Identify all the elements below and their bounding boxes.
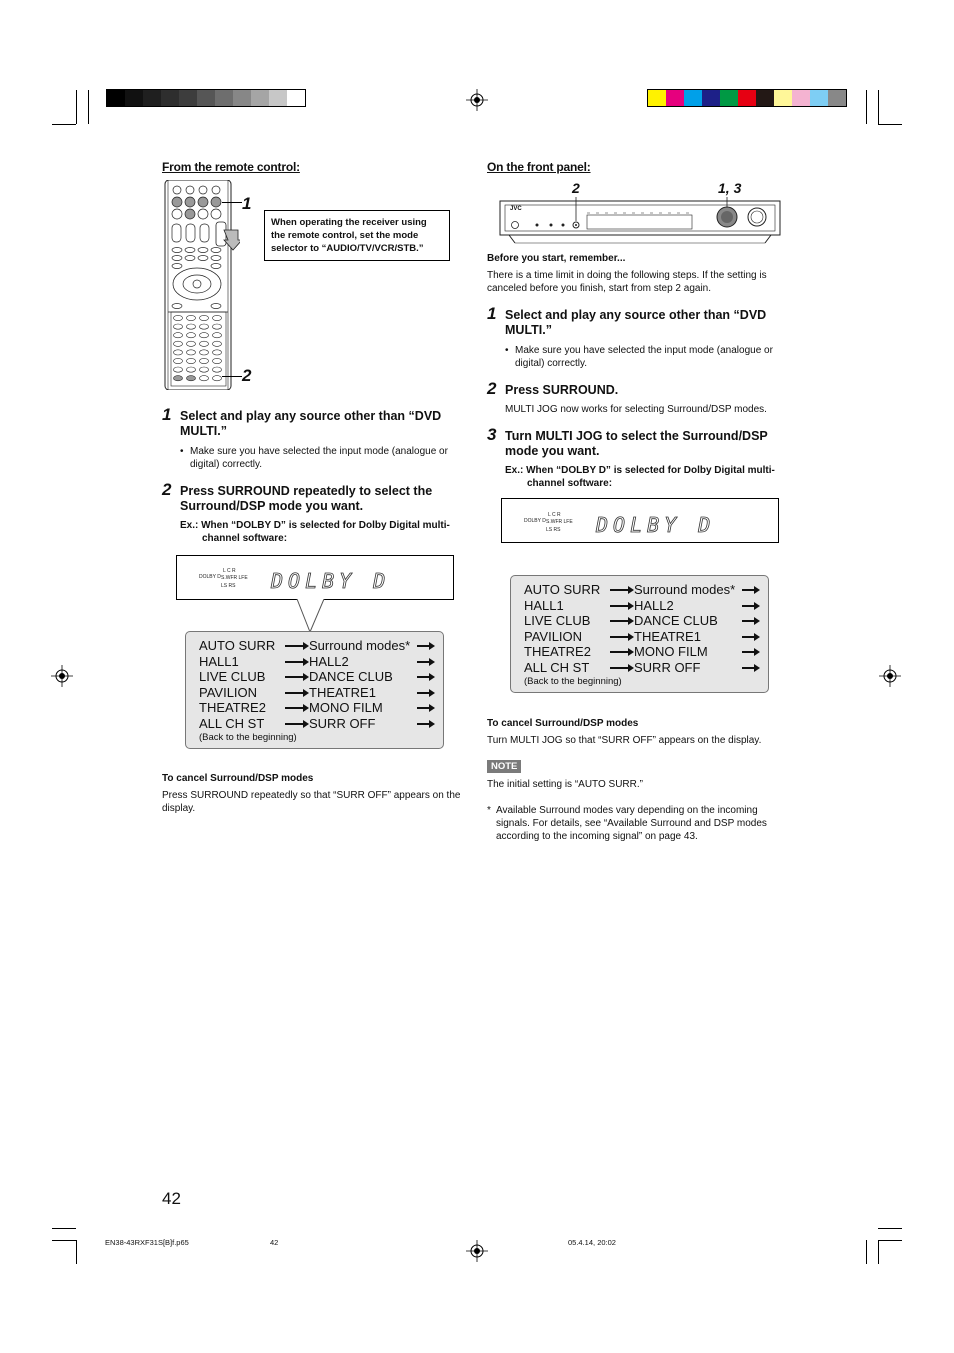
crop-mark [878, 124, 902, 125]
arrow-right-icon [742, 620, 756, 622]
registration-mark-icon [466, 1240, 488, 1262]
step-1-number: 1 [162, 405, 172, 424]
note-text: The initial setting is “AUTO SURR.” [487, 779, 643, 790]
mode-row [524, 629, 764, 645]
color-swatch [720, 90, 738, 106]
step-1-text: Select and play any source other than “DVD MULTI.” [505, 308, 767, 337]
section-title-remote: From the remote control: [162, 160, 300, 174]
mode-name: DANCE CLUB [634, 613, 718, 629]
crop-mark [76, 1240, 77, 1264]
mode-name: LIVE CLUB [524, 613, 591, 629]
color-swatch [269, 90, 287, 106]
mode-row [199, 669, 439, 685]
mode-name: LIVE CLUB [199, 669, 266, 685]
footnote-mark: * [487, 805, 491, 816]
crop-mark [52, 1228, 76, 1229]
mode-name: THEATRE2 [524, 644, 591, 660]
channel-indicator-top: L C R [548, 512, 561, 518]
arrow-right-icon [417, 645, 431, 647]
mode-name: SURR OFF [634, 660, 701, 675]
color-swatch [143, 90, 161, 106]
back-note: (Back to the beginning) [199, 732, 297, 743]
before-title: Before you start, remember... [487, 253, 626, 264]
arrow-right-icon [285, 661, 305, 663]
callout-1-3: 1, 3 [718, 180, 742, 196]
step-1-number: 1 [487, 304, 497, 323]
channel-indicator-top: L C R [223, 568, 236, 574]
mode-row [199, 685, 439, 701]
arrow-right-icon [610, 589, 630, 591]
mode-name: MONO FILM [309, 700, 383, 716]
display-pointer [296, 599, 326, 633]
display-text: DOLBY D [271, 569, 391, 593]
crop-mark [878, 1228, 902, 1229]
cancel-text: Turn MULTI JOG so that “SURR OFF” appears on the display. [487, 735, 762, 746]
crop-mark [88, 90, 89, 124]
mode-name: ALL CH ST [524, 660, 590, 675]
remote-control-icon [160, 180, 240, 390]
mode-name: ALL CH ST [199, 716, 265, 731]
mode-name: THEATRE1 [309, 684, 376, 700]
crop-mark [878, 1240, 879, 1264]
color-swatch [179, 90, 197, 106]
display-window [176, 555, 454, 600]
arrow-right-icon [285, 676, 305, 678]
arrow-right-icon [742, 589, 756, 591]
mode-row [524, 644, 764, 660]
grayscale-bars [106, 89, 306, 107]
crop-mark [76, 90, 77, 124]
arrow-right-icon [742, 605, 756, 607]
arrow-right-icon [417, 723, 431, 725]
step-2-number: 2 [487, 379, 497, 398]
footer-file: EN38-43RXF31S[B]f.p65 [105, 1238, 189, 1247]
arrow-right-icon [417, 676, 431, 678]
crop-mark [866, 1240, 867, 1264]
color-swatch [251, 90, 269, 106]
registration-mark-icon [879, 665, 901, 687]
color-swatch [197, 90, 215, 106]
crop-mark [866, 90, 867, 124]
cancel-title: To cancel Surround/DSP modes [487, 718, 639, 729]
color-swatch [215, 90, 233, 106]
step-1-bullet: • Make sure you have selected the input mode (analogue or digital) correctly. [180, 445, 465, 471]
color-swatch [684, 90, 702, 106]
mode-name: AUTO SURR [199, 638, 276, 653]
step-1-bullet: • Make sure you have selected the input mode (analogue or digital) correctly. [505, 344, 795, 370]
mode-row [524, 598, 764, 614]
footer-date: 05.4.14, 20:02 [568, 1238, 616, 1247]
page-number: 42 [162, 1189, 181, 1208]
mode-name: HALL2 [634, 597, 674, 613]
color-swatch [810, 90, 828, 106]
color-swatch [738, 90, 756, 106]
mode-name: Surround modes* [309, 638, 411, 653]
mode-name: AUTO SURR [524, 582, 601, 597]
jvc-logo: JVC [510, 206, 522, 212]
leader-line [222, 202, 242, 203]
color-swatch [666, 90, 684, 106]
mode-name: HALL1 [199, 653, 239, 669]
mode-name: THEATRE2 [199, 700, 266, 716]
channel-indicator-bottom: LS RS [546, 527, 561, 533]
channel-indicator-mid: S.WFR LFE [546, 519, 573, 525]
color-swatch [125, 90, 143, 106]
color-swatch [702, 90, 720, 106]
arrow-right-icon [417, 692, 431, 694]
channel-indicator-bottom: LS RS [221, 583, 236, 589]
cancel-title: To cancel Surround/DSP modes [162, 773, 314, 784]
step-2-number: 2 [162, 480, 172, 499]
arrow-right-icon [417, 661, 431, 663]
mode-row [524, 582, 764, 598]
mode-row [524, 660, 764, 676]
arrow-right-icon [742, 651, 756, 653]
channel-indicator-mid: S.WFR LFE [221, 575, 248, 581]
front-panel-icon [499, 193, 781, 245]
mode-row [199, 638, 439, 654]
color-swatch [792, 90, 810, 106]
section-title-front-panel: On the front panel: [487, 160, 591, 174]
surround-mode-sequence [185, 631, 444, 749]
arrow-right-icon [285, 723, 305, 725]
color-swatch [233, 90, 251, 106]
arrow-right-icon [742, 636, 756, 638]
arrow-right-icon [285, 707, 305, 709]
mode-name: PAVILION [524, 628, 583, 644]
mode-row [524, 613, 764, 629]
remote-mode-note: When operating the receiver using the remote control, set the mode selector to “AUDIO/TV/VCR/STB.” [264, 210, 450, 261]
back-note: (Back to the beginning) [524, 676, 622, 687]
mode-name: HALL2 [309, 653, 349, 669]
callout-2: 2 [242, 366, 252, 385]
arrow-right-icon [285, 692, 305, 694]
dolby-indicator: DOLBY D [199, 574, 221, 580]
footer-page: 42 [270, 1238, 279, 1247]
step-2-sub: MULTI JOG now works for selecting Surround/DSP modes. [505, 404, 767, 415]
color-swatch [161, 90, 179, 106]
color-swatch [828, 90, 846, 106]
step-2-example: Ex.: When “DOLBY D” is selected for Dolby Digital multi-channel software: [180, 520, 450, 544]
arrow-right-icon [610, 651, 630, 653]
arrow-right-icon [610, 636, 630, 638]
step-3-number: 3 [487, 425, 497, 444]
display-text: DOLBY D [596, 513, 716, 537]
color-bars [647, 89, 847, 107]
note-badge: NOTE [487, 760, 521, 773]
mode-row [199, 700, 439, 716]
mode-row [199, 654, 439, 670]
color-swatch [287, 90, 305, 106]
color-swatch [648, 90, 666, 106]
callout-2: 2 [572, 180, 580, 196]
footnote-text: Available Surround modes vary depending on the incoming signals. For details, see “Available Surround and DSP modes according to the incoming signal” on page 43. [496, 805, 767, 842]
color-swatch [756, 90, 774, 106]
step-3-text: Turn MULTI JOG to select the Surround/DSP mode you want. [505, 429, 768, 458]
arrow-right-icon [610, 620, 630, 622]
mode-name: PAVILION [199, 684, 258, 700]
step-2-text: Press SURROUND. [505, 383, 619, 397]
crop-mark [878, 90, 879, 124]
display-window [501, 498, 779, 543]
crop-mark [878, 1240, 902, 1241]
arrow-right-icon [610, 667, 630, 669]
mode-name: THEATRE1 [634, 628, 701, 644]
step-3-example: Ex.: When “DOLBY D” is selected for Dolby Digital multi-channel software: [505, 465, 775, 489]
mode-name: MONO FILM [634, 644, 708, 660]
color-swatch [107, 90, 125, 106]
arrow-right-icon [610, 605, 630, 607]
cancel-text: Press SURROUND repeatedly so that “SURR OFF” appears on the display. [162, 790, 461, 814]
step-2-text: Press SURROUND repeatedly to select the Surround/DSP mode you want. [180, 484, 433, 513]
registration-mark-icon [51, 665, 73, 687]
step-1-text: Select and play any source other than “DVD MULTI.” [180, 409, 442, 438]
crop-mark [52, 124, 76, 125]
before-text: There is a time limit in doing the following steps. If the setting is canceled before you finish, start from step 2 again. [487, 270, 767, 294]
arrow-right-icon [285, 645, 305, 647]
arrow-right-icon [742, 667, 756, 669]
mode-name: DANCE CLUB [309, 669, 393, 685]
surround-mode-sequence [510, 575, 769, 693]
registration-mark-icon [466, 89, 488, 111]
color-swatch [774, 90, 792, 106]
dolby-indicator: DOLBY D [524, 518, 546, 524]
mode-name: HALL1 [524, 597, 564, 613]
arrow-right-icon [417, 707, 431, 709]
leader-line [222, 376, 242, 377]
mode-row [199, 716, 439, 732]
crop-mark [52, 1240, 76, 1241]
mode-name: SURR OFF [309, 716, 376, 731]
mode-name: Surround modes* [634, 582, 736, 597]
callout-1: 1 [242, 194, 252, 213]
